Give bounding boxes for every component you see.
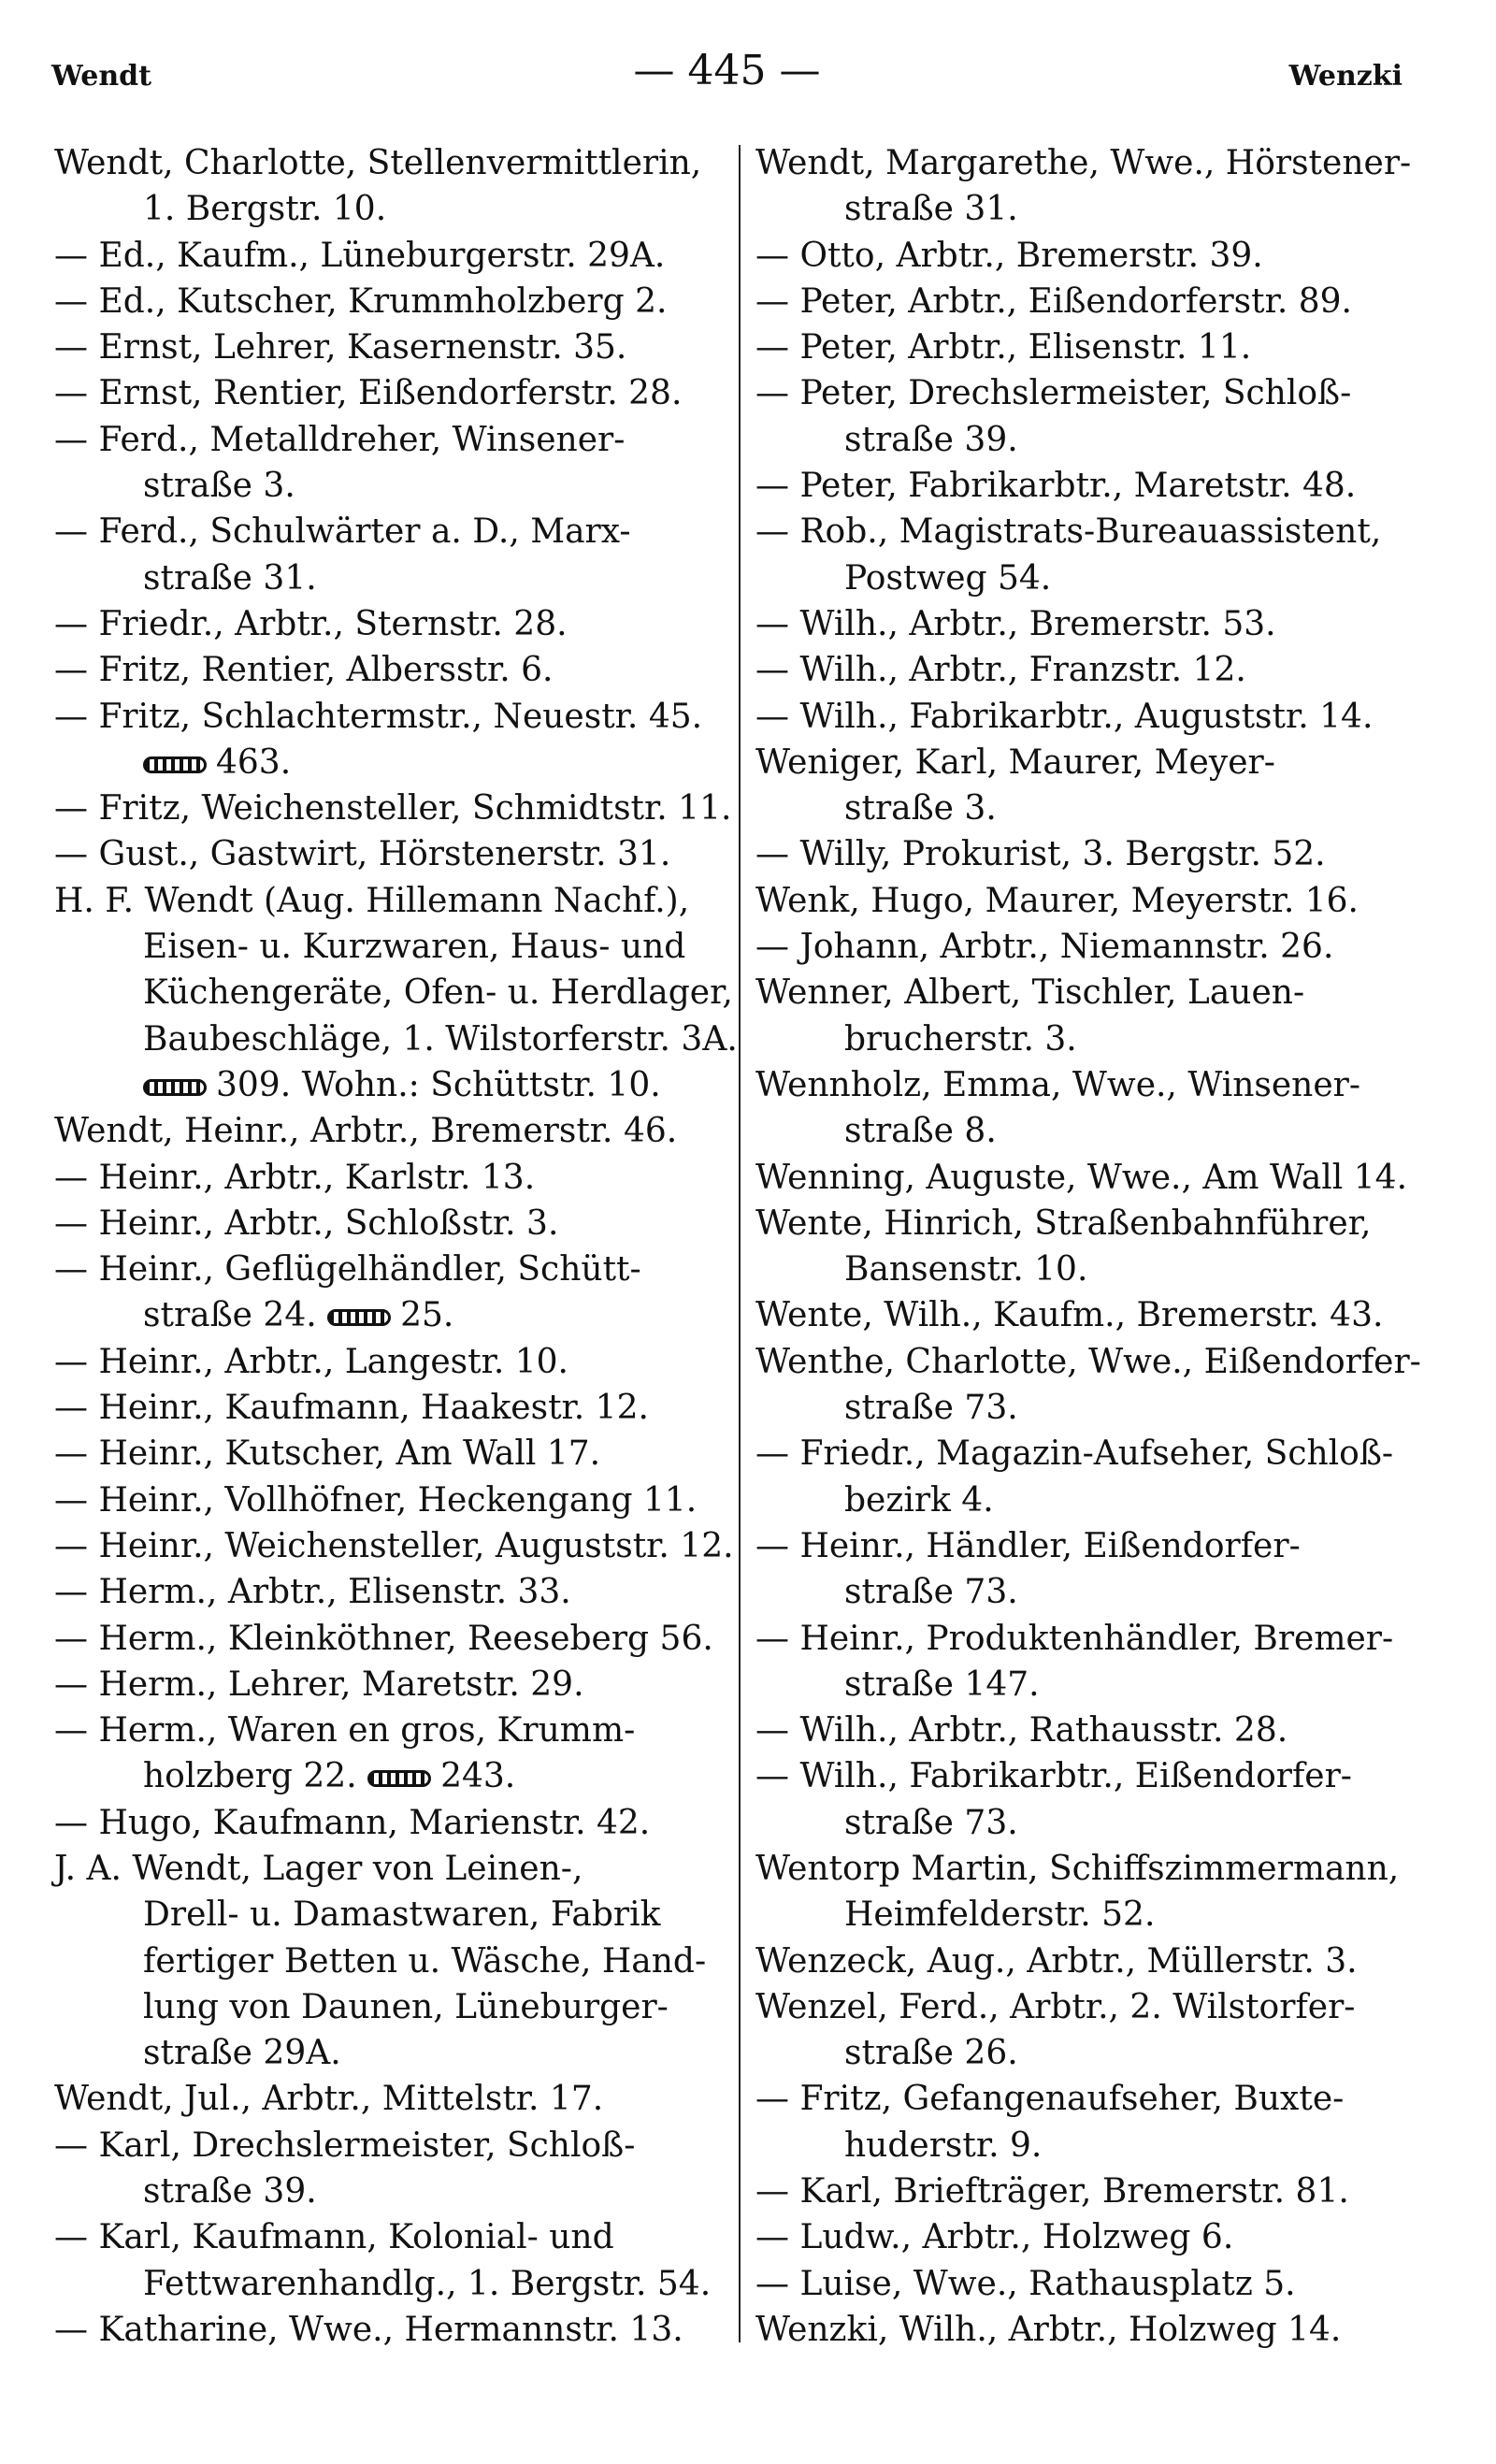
- directory-entry-line: [755, 1062, 1419, 1108]
- entry-text: — Ed., Kaufm., Lüneburgerstr. 29A.: [54, 236, 666, 275]
- entry-text: Wendt, Jul., Arbtr., Mittelstr. 17.: [54, 2080, 604, 2119]
- directory-entry-line: [755, 1108, 1419, 1154]
- phone-line: [54, 740, 718, 785]
- directory-entry-line: [54, 555, 718, 601]
- entry-text: lung von Daunen, Lüneburger-: [143, 1987, 669, 2026]
- directory-entry-line: [54, 878, 718, 924]
- phone-number: 309. Wohn.: Schüttstr. 10.: [216, 1065, 661, 1104]
- page-header: [51, 47, 1402, 103]
- entry-text: huderstr. 9.: [844, 2125, 1043, 2165]
- directory-entry-line: [755, 601, 1419, 647]
- entry-text: — Heinr., Produktenhändler, Bremer-: [755, 1619, 1394, 1658]
- entry-text: — Peter, Fabrikarbtr., Maretstr. 48.: [755, 467, 1357, 506]
- entry-text: Wente, Wilh., Kaufm., Bremerstr. 43.: [755, 1296, 1384, 1335]
- entry-text: straße 147.: [844, 1664, 1040, 1704]
- directory-entry-line: [755, 233, 1419, 279]
- directory-entry-line: [755, 1339, 1419, 1385]
- directory-entry-line: [755, 279, 1419, 324]
- directory-entry-line: [54, 831, 718, 877]
- directory-entry-line: [54, 1616, 718, 1662]
- entry-text: Wenzeck, Aug., Arbtr., Müllerstr. 3.: [755, 1941, 1358, 1981]
- entry-text: — Friedr., Magazin-Aufseher, Schloß-: [755, 1434, 1394, 1474]
- directory-entry-line: [755, 694, 1419, 740]
- entry-text: straße 26.: [844, 2034, 1018, 2073]
- entry-text: bezirk 4.: [844, 1480, 994, 1520]
- directory-entry-line: [755, 1708, 1419, 1753]
- directory-entry-line: [755, 1753, 1419, 1799]
- entry-text: — Wilh., Fabrikarbtr., Eißendorfer-: [755, 1757, 1352, 1796]
- entry-text: — Wilh., Fabrikarbtr., Auguststr. 14.: [755, 697, 1374, 736]
- header-left-keyword: Wendt: [51, 60, 151, 93]
- directory-entry-line: [755, 1385, 1419, 1431]
- directory-entry-line: [755, 555, 1419, 601]
- directory-entry-line: [54, 1201, 718, 1246]
- phone-line: [54, 1062, 718, 1108]
- directory-entry-line: [54, 1292, 718, 1338]
- entry-text: — Karl, Kaufmann, Kolonial- und: [54, 2218, 614, 2257]
- entry-text: — Heinr., Vollhöfner, Heckengang 11.: [54, 1480, 698, 1520]
- directory-entry-line: [755, 2261, 1419, 2307]
- entry-text: — Willy, Prokurist, 3. Bergstr. 52.: [755, 835, 1326, 874]
- directory-entry-line: [755, 740, 1419, 785]
- entry-text: — Herm., Kleinköthner, Reeseberg 56.: [54, 1619, 713, 1658]
- directory-entry-line: [54, 417, 718, 463]
- entry-text: straße 29A.: [143, 2034, 341, 2073]
- entry-text: straße 39.: [844, 420, 1018, 459]
- directory-entry-line: [755, 324, 1419, 370]
- directory-entry-line: [755, 2123, 1419, 2169]
- directory-entry-line: [54, 1708, 718, 1753]
- entry-text: — Herm., Waren en gros, Krumm-: [54, 1711, 636, 1751]
- entry-text: straße 73.: [844, 1389, 1018, 1428]
- entry-text: — Karl, Drechslermeister, Schloß-: [54, 2125, 636, 2165]
- directory-entry-line: [54, 647, 718, 693]
- directory-entry-line: [54, 1016, 738, 1062]
- directory-entry-line: [54, 1662, 718, 1708]
- entry-text: — Heinr., Arbtr., Schloßstr. 3.: [54, 1203, 559, 1243]
- directory-entry-line: [755, 1246, 1419, 1292]
- directory-entry-line: [755, 2307, 1419, 2353]
- directory-entry-line: [54, 1339, 718, 1385]
- entry-text: — Johann, Arbtr., Niemannstr. 26.: [755, 928, 1334, 967]
- directory-entry-line: [755, 463, 1419, 509]
- entry-text: — Heinr., Kaufmann, Haakestr. 12.: [54, 1389, 649, 1428]
- directory-entry-line: [755, 2076, 1419, 2122]
- directory-entry-line: [755, 831, 1419, 877]
- directory-entry-line: [755, 878, 1419, 924]
- directory-entry-line: [54, 1431, 718, 1477]
- directory-entry-line: [755, 1477, 1419, 1523]
- telephone-icon: [367, 1770, 431, 1787]
- directory-entry-line: [755, 647, 1419, 693]
- entry-text: Wentorp Martin, Schiffszimmermann,: [755, 1849, 1400, 1888]
- directory-entry-line: [54, 1477, 718, 1523]
- directory-entry-line: [54, 370, 718, 416]
- directory-entry-line: [54, 1938, 718, 1984]
- entry-text: straße 8.: [844, 1112, 997, 1151]
- entry-text: Drell- u. Damastwaren, Fabrik: [143, 1895, 661, 1935]
- column-divider: [739, 145, 741, 2342]
- entry-text: — Ernst, Lehrer, Kasernenstr. 35.: [54, 328, 627, 367]
- directory-entry-line: [54, 233, 718, 279]
- entry-text: — Herm., Lehrer, Maretstr. 29.: [54, 1664, 584, 1704]
- directory-entry-line: [755, 509, 1419, 555]
- directory-entry-line: [755, 1431, 1419, 1477]
- entry-text: — Ferd., Metalldreher, Winsener-: [54, 420, 626, 459]
- directory-entry-line: [54, 186, 718, 232]
- entry-text: Wenzel, Ferd., Arbtr., 2. Wilstorfer-: [755, 1987, 1356, 2026]
- entry-text: — Heinr., Weichensteller, Auguststr. 12.: [54, 1526, 734, 1565]
- directory-entry-line: [755, 370, 1419, 416]
- entry-text: Wendt, Margarethe, Wwe., Hörstener-: [755, 144, 1412, 182]
- entry-text: Bansenstr. 10.: [844, 1250, 1088, 1290]
- entry-text: Eisen- u. Kurzwaren, Haus- und: [143, 928, 686, 967]
- directory-entry-line: [755, 2214, 1419, 2260]
- directory-entry-line: [54, 1246, 718, 1292]
- page-number: — 445 —: [633, 47, 821, 94]
- directory-entry-line: [755, 1938, 1419, 1984]
- directory-entry-line: [54, 2214, 718, 2260]
- header-right-keyword: Wenzki: [1288, 60, 1402, 93]
- directory-entry-line: [755, 1800, 1419, 1846]
- entry-text: — Peter, Arbtr., Elisenstr. 11.: [755, 328, 1252, 367]
- directory-entry-line: [54, 2076, 718, 2122]
- directory-entry-line: [54, 279, 718, 324]
- directory-entry-line: [54, 1984, 718, 2030]
- directory-entry-line: [54, 1155, 718, 1201]
- entry-text: — Wilh., Arbtr., Rathausstr. 28.: [755, 1711, 1288, 1751]
- entry-text: Wenning, Auguste, Wwe., Am Wall 14.: [755, 1158, 1408, 1197]
- entry-text: — Heinr., Kutscher, Am Wall 17.: [54, 1434, 601, 1474]
- directory-entry-line: [54, 140, 718, 186]
- entry-text: — Luise, Wwe., Rathausplatz 5.: [755, 2264, 1296, 2303]
- directory-entry-line: [54, 2169, 718, 2214]
- telephone-icon: [327, 1309, 391, 1326]
- entry-text: Weniger, Karl, Maurer, Meyer-: [755, 742, 1275, 782]
- entry-text: Wenk, Hugo, Maurer, Meyerstr. 16.: [755, 881, 1359, 920]
- entry-text: straße 3.: [143, 467, 295, 506]
- entry-text: — Otto, Arbtr., Bremerstr. 39.: [755, 236, 1263, 275]
- telephone-icon: [143, 756, 207, 773]
- phone-number: 25.: [400, 1296, 454, 1335]
- entry-text: J. A. Wendt, Lager von Leinen-,: [54, 1849, 583, 1888]
- directory-entry-line: [54, 924, 718, 970]
- directory-entry-line: [54, 2307, 718, 2353]
- entry-text: — Wilh., Arbtr., Franzstr. 12.: [755, 651, 1246, 690]
- directory-entry-line: [755, 924, 1419, 970]
- entry-text: straße 31.: [844, 190, 1018, 229]
- entry-text: Postweg 54.: [844, 558, 1052, 598]
- entry-text: Fettwarenhandlg., 1. Bergstr. 54.: [143, 2264, 712, 2303]
- directory-entry-line: [54, 1523, 734, 1569]
- directory-entry-line: [755, 1155, 1419, 1201]
- directory-entry-line: [54, 2123, 718, 2169]
- directory-entry-line: [755, 785, 1419, 831]
- right-column: [755, 140, 1419, 2353]
- entry-text: straße 73.: [844, 1573, 1018, 1612]
- directory-entry-line: [54, 1569, 718, 1615]
- entry-text: — Heinr., Arbtr., Langestr. 10.: [54, 1342, 568, 1381]
- directory-entry-line: [54, 463, 718, 509]
- entry-text: — Fritz, Gefangenaufseher, Buxte-: [755, 2080, 1345, 2119]
- entry-text: straße 31.: [143, 558, 317, 598]
- directory-entry-line: [54, 1800, 718, 1846]
- directory-entry-line: [755, 140, 1419, 186]
- entry-text: — Katharine, Wwe., Hermannstr. 13.: [54, 2310, 683, 2349]
- directory-entry-line: [54, 1892, 718, 1938]
- directory-entry-line: [755, 1569, 1419, 1615]
- directory-entry-line: [54, 2261, 718, 2307]
- left-column: [54, 140, 738, 2353]
- entry-text: — Heinr., Arbtr., Karlstr. 13.: [54, 1158, 536, 1197]
- entry-text: — Ed., Kutscher, Krummholzberg 2.: [54, 281, 668, 321]
- directory-entry-line: [755, 1201, 1419, 1246]
- entry-text: Wenzki, Wilh., Arbtr., Holzweg 14.: [755, 2310, 1342, 2349]
- entry-text: straße 39.: [143, 2172, 317, 2212]
- directory-entry-line: [54, 1385, 718, 1431]
- entry-text: — Fritz, Rentier, Albersstr. 6.: [54, 651, 554, 690]
- entry-text: — Karl, Briefträger, Bremerstr. 81.: [755, 2172, 1349, 2212]
- entry-text: straße 73.: [844, 1803, 1018, 1842]
- directory-entry-line: [755, 2030, 1419, 2076]
- directory-entry-line: [54, 1846, 718, 1892]
- directory-entry-line: [54, 694, 718, 740]
- entry-text: — Fritz, Schlachtermstr., Neuestr. 45.: [54, 697, 703, 736]
- directory-entry-line: [755, 1016, 1419, 1062]
- directory-entry-line: [54, 1753, 718, 1799]
- entry-text: H. F. Wendt (Aug. Hillemann Nachf.),: [54, 881, 690, 920]
- entry-text: holzberg 22.: [143, 1757, 357, 1796]
- directory-entry-line: [755, 1523, 1419, 1569]
- entry-text: — Heinr., Geflügelhändler, Schütt-: [54, 1250, 641, 1290]
- directory-entry-line: [755, 1846, 1419, 1892]
- entry-text: Wenner, Albert, Tischler, Lauen-: [755, 973, 1305, 1013]
- entry-text: — Ferd., Schulwärter a. D., Marx-: [54, 512, 631, 552]
- directory-entry-line: [755, 186, 1419, 232]
- entry-text: — Heinr., Händler, Eißendorfer-: [755, 1526, 1301, 1565]
- directory-entry-line: [755, 1616, 1419, 1662]
- directory-entry-line: [755, 1292, 1419, 1338]
- directory-entry-line: [755, 2169, 1419, 2214]
- entry-text: — Ernst, Rentier, Eißendorferstr. 28.: [54, 374, 683, 413]
- entry-text: — Wilh., Arbtr., Bremerstr. 53.: [755, 604, 1276, 643]
- entry-text: Heimfelderstr. 52.: [844, 1895, 1156, 1935]
- phone-number: 463.: [216, 742, 292, 782]
- directory-entry-line: [54, 324, 718, 370]
- entry-text: Wente, Hinrich, Straßenbahnführer,: [755, 1203, 1372, 1243]
- entry-text: — Friedr., Arbtr., Sternstr. 28.: [54, 604, 568, 643]
- entry-text: — Peter, Drechslermeister, Schloß-: [755, 374, 1352, 413]
- telephone-icon: [143, 1079, 207, 1096]
- entry-text: — Hugo, Kaufmann, Marienstr. 42.: [54, 1803, 651, 1842]
- entry-text: — Peter, Arbtr., Eißendorferstr. 89.: [755, 281, 1352, 321]
- directory-entry-line: [755, 1892, 1419, 1938]
- entry-text: — Herm., Arbtr., Elisenstr. 33.: [54, 1573, 571, 1612]
- directory-entry-line: [54, 509, 718, 555]
- entry-text: — Ludw., Arbtr., Holzweg 6.: [755, 2218, 1234, 2257]
- entry-text: — Fritz, Weichensteller, Schmidtstr. 11.: [54, 789, 732, 829]
- directory-entry-line: [755, 417, 1419, 463]
- directory-entry-line: [755, 1984, 1419, 2030]
- entry-text: Wendt, Charlotte, Stellenvermittlerin,: [54, 144, 702, 182]
- phone-number: 243.: [440, 1757, 516, 1796]
- entry-text: Wendt, Heinr., Arbtr., Bremerstr. 46.: [54, 1112, 678, 1151]
- entry-text: fertiger Betten u. Wäsche, Hand-: [143, 1941, 707, 1981]
- directory-entry-line: [54, 2030, 718, 2076]
- directory-entry-line: [755, 970, 1419, 1016]
- directory-entry-line: [54, 1108, 718, 1154]
- entry-text: 1. Bergstr. 10.: [143, 190, 387, 229]
- directory-entry-line: [54, 970, 733, 1016]
- entry-text: — Rob., Magistrats-Bureauassistent,: [755, 512, 1382, 552]
- entry-text: Küchengeräte, Ofen- u. Herdlager,: [143, 973, 733, 1013]
- directory-entry-line: [54, 601, 718, 647]
- entry-text: Wenthe, Charlotte, Wwe., Eißendorfer-: [755, 1342, 1421, 1381]
- directory-entry-line: [755, 1662, 1419, 1708]
- entry-text: Baubeschläge, 1. Wilstorferstr. 3A.: [143, 1019, 738, 1059]
- entry-text: straße 3.: [844, 789, 997, 829]
- entry-text: brucherstr. 3.: [844, 1019, 1077, 1059]
- entry-text: straße 24.: [143, 1296, 317, 1335]
- directory-entry-line: [54, 785, 732, 831]
- entry-text: — Gust., Gastwirt, Hörstenerstr. 31.: [54, 835, 671, 874]
- entry-text: Wennholz, Emma, Wwe., Winsener-: [755, 1065, 1361, 1104]
